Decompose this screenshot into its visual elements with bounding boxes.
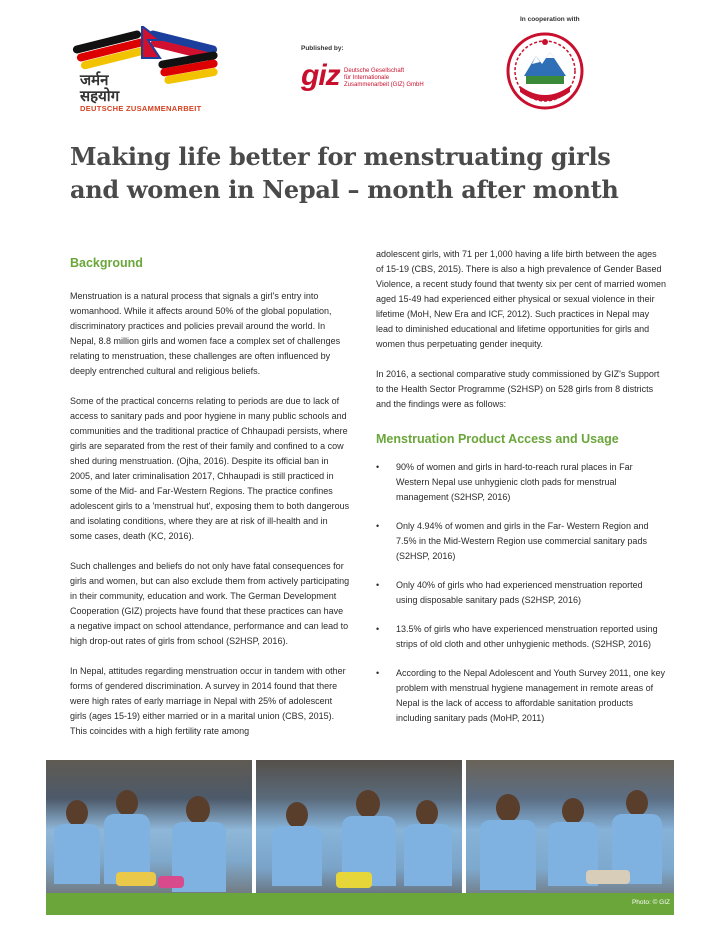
logo-english: DEUTSCHE ZUSAMMENARBEIT bbox=[80, 104, 202, 113]
logo-hindi-line1: जर्मन bbox=[80, 71, 109, 89]
right-column bbox=[376, 247, 666, 740]
nepal-emblem-icon bbox=[504, 30, 586, 112]
background-paragraph: Some of the practical concerns relating to periods are due to lack of access to sanitary pads and poor hygiene in many public schools and communities and the traditional practice of Chhaupadi persists, where girls are separated from the rest of their family and confined to a cow shed during menstruation. (Ojha, 2016). Despite its official ban in 2005, and later criminalisation 2017, Chhaupadi is still practiced in some of the Mid- and Far-Western Regions. The practice confines adolescent girls to a 'menstrual hut', exposing them to both dangerous and isolating conditions, where they are at risk of ill-health and in some cases, death (KC, 2016). bbox=[70, 396, 350, 541]
photo-credit: Photo: © GIZ bbox=[631, 899, 670, 906]
photo-classroom-2 bbox=[256, 760, 462, 915]
cooperation-label: In cooperation with bbox=[520, 16, 580, 23]
continued-paragraph: adolescent girls, with 71 per 1,000 having a life birth between the ages of 15-19 (CBS, 2015). There is also a high prevalence of Gender Based Violence, a recent study found that twenty six per cent of married women aged 15-49 had experienced either physical or sexual violence in their lifetime (MoH, New Era and ICF, 2012). Such practices in Nepal may lead to diminished educational and lifetime opportunities for girls and women thus perpetuating gender inequity. bbox=[376, 249, 666, 349]
page-title: Making life better for menstruating girls and women in Nepal – month after month bbox=[70, 142, 619, 204]
published-by-label: Published by: bbox=[301, 45, 344, 52]
list-item: • Only 40% of girls who had experienced menstruation reported using disposable sanitary pads (S2HSP, 2016) bbox=[376, 578, 666, 608]
background-paragraph: Such challenges and beliefs do not only have fatal consequences for girls and women, but can also exclude them from actively participating in their community, education and work. The German Development Cooperation (GIZ) projects have found that these practices can have a negative impact on school attendance, performance and can lead to high drop-out rates of girls from school (S2HSP, 2016). bbox=[70, 561, 350, 646]
list-item: • According to the Nepal Adolescent and Youth Survey 2011, one key problem with menstrual hygiene management in remote areas of Nepal is the lack of access to affordable sanitation products including sanitary pads (MoHP, 2011) bbox=[376, 666, 666, 726]
background-section bbox=[70, 254, 350, 754]
nepal-flag-icon bbox=[140, 26, 162, 60]
list-item: • 13.5% of girls who have experienced menstruation reported using strips of old cloth and other unhygienic methods. (S2HSP, 2016) bbox=[376, 622, 666, 652]
list-item: • Only 4.94% of women and girls in the Far- Western Region and 7.5% in the Mid-Western Region use commercial sanitary pads (S2HSP, 2016) bbox=[376, 519, 666, 564]
giz-subtitle-line: Zusammenarbeit (GIZ) GmbH bbox=[344, 82, 424, 89]
background-heading: Background bbox=[70, 256, 143, 270]
background-paragraph: Menstruation is a natural process that signals a girl's entry into womanhood. While it affects around 50% of the global population, discriminatory practices and policies prevail around the world. In Nepal, 8.8 million girls and women face a complex set of challenges relating to menstruation, these challenges are often influenced by deeply entrenched cultural and religious beliefs. bbox=[70, 291, 341, 376]
list-item: • 90% of women and girls in hard-to-reach rural places in Far Western Nepal use unhygienic cloth pads for menstrual management (S2HSP, 2016) bbox=[376, 460, 666, 505]
giz-logo: giz bbox=[301, 59, 340, 92]
study-paragraph: In 2016, a sectional comparative study commissioned by GIZ's Support to the Health Sector Programme (S2HSP) on 528 girls from 8 districts and the findings were as follows: bbox=[376, 369, 660, 409]
giz-subtitle-line: Deutsche Gesellschaft bbox=[344, 68, 405, 74]
product-access-heading: Menstruation Product Access and Usage bbox=[376, 432, 619, 446]
giz-subtitle bbox=[344, 68, 454, 90]
logo-hindi-line2: सहयोग bbox=[80, 87, 120, 105]
photo-classroom-3 bbox=[466, 760, 674, 915]
findings-list bbox=[376, 460, 666, 726]
german-cooperation-logo bbox=[68, 26, 228, 116]
footer-bar bbox=[46, 893, 674, 915]
giz-subtitle-line: für Internationale bbox=[344, 75, 390, 82]
background-paragraph: In Nepal, attitudes regarding menstruation occur in tandem with other forms of gendered discrimination. A survey in 2014 found that there were high rates of early marriage in Nepal with 25% of adolescent girls (ages 15-19) either married or in a marital union (CBS, 2015). This coincides with a high fertility rate among bbox=[70, 666, 346, 736]
photo-classroom-1 bbox=[46, 760, 252, 915]
